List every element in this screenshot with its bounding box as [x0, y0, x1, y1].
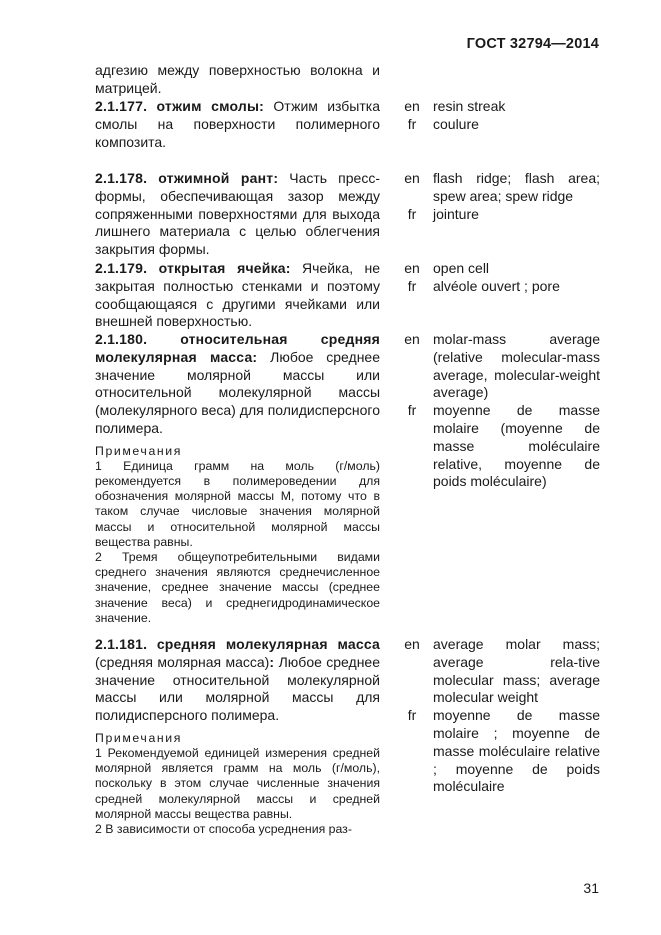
equiv-en: open cell — [433, 260, 490, 276]
entry-definition: Ячейка, не закрытая полностью стенками и поэтому сообщающаяся с другими ячейками или внешней поверхностью. — [95, 260, 381, 330]
equiv-en: resin streak — [433, 98, 506, 114]
notes-heading: Примечания — [95, 443, 182, 458]
equivalents — [433, 636, 600, 837]
entry-number: 2.1.177. — [95, 98, 148, 114]
entry-number: 2.1.181. — [95, 636, 148, 652]
lang-fr: fr — [407, 205, 417, 222]
lang-fr: fr — [407, 277, 417, 294]
equiv-fr: moyenne de masse molaire ; moyenne de masse moléculaire relative ; moyenne de poids moléculaire — [433, 707, 600, 795]
entry-number: 2.1.180. — [95, 331, 148, 347]
lang-fr: fr — [407, 707, 417, 724]
entry-term: отжим смолы: — [156, 98, 265, 114]
entry-definition: Часть пресс-формы, обеспечивающая зазор между сопряженными поверхностями для выхода лишнего материала с целью облегчения закрытия формы. — [95, 170, 380, 258]
entry-term: относительная средняя молекулярная масса: — [95, 331, 380, 365]
lang-en: en — [404, 260, 420, 276]
entry-2-1-180 — [95, 331, 600, 626]
equiv-fr: jointure — [433, 205, 479, 222]
lang-codes — [391, 636, 433, 837]
lang-en: en — [404, 170, 420, 186]
note-item: 2 В зависимости от способа усреднения раз- — [95, 822, 352, 836]
equiv-fr: alvéole ouvert ; pore — [433, 277, 560, 294]
entry-definition: Любое среднее значение относительной молекулярной массы или молярной массы для полидисперсного полимера. — [95, 653, 381, 724]
note-item: 2 Тремя общеупотребительными видами среднего значения являются среднечисленное значение, среднее значение массы (среднее значение веса) и среднегидродинамическое значение. — [95, 550, 380, 625]
lang-en: en — [404, 98, 420, 114]
entry-2-1-177 — [95, 98, 600, 151]
notes-heading: Примечания — [95, 730, 182, 745]
entry-definition: Любое среднее значение молярной массы или относительной молекулярной массы (молекулярного веса) для полидисперсного полимера. — [95, 348, 380, 436]
entry-term-text: 2.1.181. средняя молекулярная масса (средняя молярная масса): Любое среднее значение относительной молекулярной массы или молярной массы для полидисперсного полимера. Примечания 1 Рекомендуемой единицей измерения средней молярной является грамм на моль (г/моль), поскольку в этом случае численные значения средней молекулярной массы и средней молярной массы вещества равны. 2 В зависимости от способа усреднения раз- — [95, 636, 381, 836]
entry-term: отжимной рант: — [158, 170, 279, 186]
entry-definition: Отжим избытка смолы на поверхности полимерного композита. — [95, 98, 381, 150]
entry-2-1-181 — [95, 636, 600, 837]
equiv-en: molar-mass average (relative molecular-mass average, molecular-weight average) — [433, 331, 600, 401]
lang-codes — [391, 331, 433, 626]
entry-term: средняя молекулярная масса — [156, 636, 381, 652]
equivalents — [433, 98, 600, 151]
lang-codes — [391, 260, 433, 331]
page-number: 31 — [583, 880, 599, 896]
entry-2-1-179 — [95, 260, 600, 331]
continuation-text-block — [95, 62, 600, 98]
entry-alt-term: (средняя молярная масса) — [95, 653, 270, 670]
equiv-fr: moyenne de masse molaire (moyenne de masse moléculaire relative, moyenne de poids moléculaire) — [433, 402, 600, 490]
equiv-en: flash ridge; flash area; spew area; spew ridge — [433, 170, 600, 204]
equivalents — [433, 260, 600, 331]
equivalents — [433, 170, 600, 259]
entry-2-1-178 — [95, 170, 600, 259]
lang-fr: fr — [407, 115, 417, 132]
entry-number: 2.1.179. — [95, 260, 148, 276]
lang-codes — [391, 98, 433, 151]
note-item: 1 Рекомендуемой единицей измерения средней молярной является грамм на моль (г/моль), поскольку в этом случае численные значения средней молекулярной массы и средней молярной массы вещества равны. — [95, 745, 380, 821]
entry-term: открытая ячейка: — [158, 260, 291, 276]
entry-term-text — [95, 98, 380, 151]
equiv-fr: coulure — [433, 115, 479, 132]
equiv-en: average molar mass; average rela-tive molecular mass; average molecular weight — [433, 636, 600, 706]
equivalents — [433, 331, 600, 626]
note-item: 1 Единица грамм на моль (г/моль) рекомендуется в полимероведении для обозначения молярной массы М, потому что в таком случае числовые значения молярной массы и относительной молярной массы вещества равны. — [95, 458, 380, 549]
continuation-text: адгезию между поверхностью волокна и матрицей. — [95, 62, 380, 96]
lang-codes — [391, 170, 433, 259]
entry-term-text — [95, 260, 380, 331]
standard-header: ГОСТ 32794—2014 — [466, 36, 599, 52]
entry-term-text — [95, 170, 380, 259]
lang-fr: fr — [407, 402, 417, 419]
entry-term-text — [95, 331, 380, 626]
lang-en: en — [404, 636, 420, 652]
entry-number: 2.1.178. — [95, 170, 148, 186]
lang-en: en — [404, 331, 420, 347]
